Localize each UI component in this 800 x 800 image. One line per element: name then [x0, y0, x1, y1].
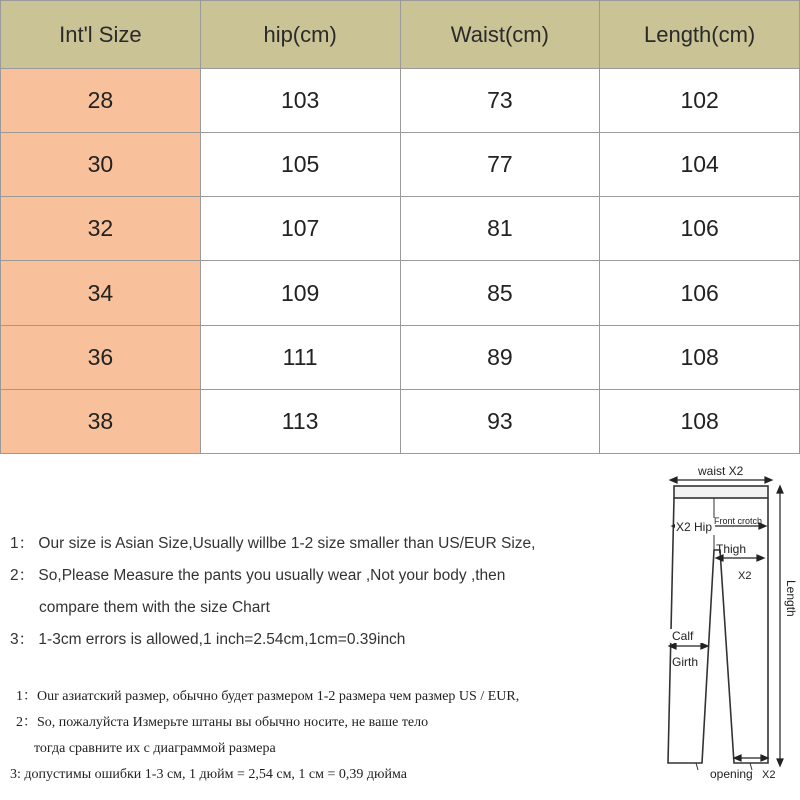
length-cell: 108	[600, 325, 800, 389]
hip-cell: 113	[200, 389, 400, 453]
size-cell: 38	[1, 389, 201, 453]
waist-cell: 85	[400, 261, 600, 325]
hip-cell: 107	[200, 197, 400, 261]
header-waist: Waist(cm)	[400, 1, 600, 69]
waist-cell: 93	[400, 389, 600, 453]
calf-label: Calf	[672, 629, 694, 643]
length-cell: 106	[600, 261, 800, 325]
size-cell: 36	[1, 325, 201, 389]
table-row	[1, 69, 800, 133]
note-ru-line-3: 3: допустимы ошибки 1-3 см, 1 дюйм = 2,54 см, 1 см = 0,39 дюйма	[10, 767, 407, 782]
pants-measurement-diagram	[652, 458, 800, 798]
hip-cell: 111	[200, 325, 400, 389]
length-cell: 102	[600, 69, 800, 133]
note-line-1: 1： Our size is Asian Size,Usually willbe 1-2 size smaller than US/EUR Size,	[10, 535, 536, 552]
hip-cell: 109	[200, 261, 400, 325]
size-cell: 32	[1, 197, 201, 261]
waist-cell: 73	[400, 69, 600, 133]
length-cell: 108	[600, 389, 800, 453]
table-row	[1, 389, 800, 453]
header-hip: hip(cm)	[200, 1, 400, 69]
notes-english	[10, 528, 610, 656]
note-line-3: 3： 1-3cm errors is allowed,1 inch=2.54cm,1cm=0.39inch	[10, 631, 406, 648]
length-cell: 106	[600, 197, 800, 261]
note-ru-line-2: 2：So, пожалуйста Измерьте штаны вы обычно носите, не ваше тело	[16, 715, 429, 730]
opening-x2-label: X2	[762, 769, 776, 781]
size-cell: 34	[1, 261, 201, 325]
opening-arrow	[734, 755, 768, 761]
hip-label: X2 Hip	[676, 520, 713, 534]
note-ru-line-2-cont: тогда сравните их с диаграммой размера	[34, 741, 276, 756]
opening-label: opening	[710, 767, 753, 781]
waist-cell: 89	[400, 325, 600, 389]
thigh-label: Thigh	[716, 542, 747, 556]
size-cell: 30	[1, 133, 201, 197]
hip-cell: 105	[200, 133, 400, 197]
table-row	[1, 261, 800, 325]
waist-label: waist X2	[698, 464, 744, 478]
table-row	[1, 133, 800, 197]
girth-label: Girth	[672, 655, 699, 669]
note-ru-line-1: 1：Our азиатский размер, обычно будет размером 1-2 размера чем размер US / EUR,	[16, 689, 520, 704]
size-cell: 28	[1, 69, 201, 133]
length-cell: 104	[600, 133, 800, 197]
hip-cell: 103	[200, 69, 400, 133]
table-header-row	[1, 1, 800, 69]
notes-russian	[10, 684, 670, 788]
note-line-2: 2： So,Please Measure the pants you usually wear ,Not your body ,then	[10, 567, 506, 584]
note-line-2-cont: compare them with the size Chart	[39, 599, 270, 616]
table-row	[1, 197, 800, 261]
front-crotch-label: Front crotch	[714, 516, 762, 526]
table-row	[1, 325, 800, 389]
waist-cell: 77	[400, 133, 600, 197]
waist-cell: 81	[400, 197, 600, 261]
header-length: Length(cm)	[600, 1, 800, 69]
calf-arrow	[669, 643, 708, 649]
thigh-x2-label: X2	[738, 570, 752, 582]
length-arrow	[777, 486, 783, 766]
length-label: Length	[784, 580, 798, 617]
header-intl-size: Int'l Size	[1, 1, 201, 69]
